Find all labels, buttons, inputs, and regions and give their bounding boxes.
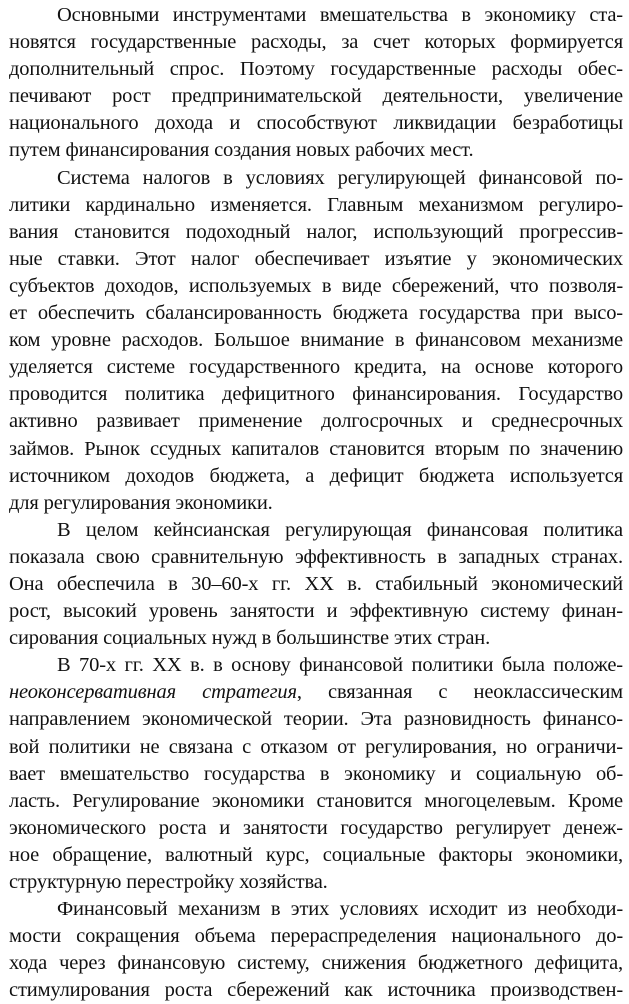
text-line: ком уровне расходов. Большое внимание в финансовом механизме <box>9 329 623 352</box>
text-line: показала свою сравнительную эффективность в западных странах. <box>9 545 623 568</box>
text-line: ласть. Регулирование экономики становится многоцелевым. Кроме <box>9 789 623 812</box>
text-line: источником доходов бюджета, а дефицит бюджета используется <box>9 464 623 487</box>
text-line: В целом кейнсианская регулирующая финансовая политика <box>57 518 623 541</box>
text-line: путем финансирования создания новых рабочих мест. <box>9 139 474 162</box>
text-line: Финансовый механизм в этих условиях исходит из необходи- <box>57 898 623 921</box>
paragraph-3 <box>9 517 623 652</box>
text-line: ные ставки. Этот налог обеспечивает изъятие у экономических <box>9 247 623 270</box>
text-line: вания становится подоходный налог, использующий прогрессив- <box>9 220 623 243</box>
paragraph-4 <box>9 652 623 896</box>
text-line: вает вмешательство государства в экономику и социальную об- <box>9 762 623 785</box>
text-line: Основными инструментами вмешательства в экономику ста- <box>57 4 623 26</box>
text-line: активно развивает применение долгосрочных и среднесрочных <box>9 410 623 433</box>
paragraph-1 <box>9 2 623 165</box>
text-line: печивают рост предпринимательской деятельности, увеличение <box>9 85 623 108</box>
text-line: сирования социальных нужд в большинстве этих стран. <box>9 627 491 650</box>
text-line: В 70-х гг. XX в. в основу финансовой политики была положе- <box>57 654 623 677</box>
emphasized-term: неоконсервативная стратегия <box>9 681 297 704</box>
paragraph-5 <box>9 896 623 1004</box>
text-line: направлением экономической теории. Эта разновидность финансо- <box>9 708 623 731</box>
text-line: стимулирования роста сбережений как источника производствен- <box>9 979 623 1002</box>
text-line: ное обращение, валютный курс, социальные факторы экономики, <box>9 843 623 866</box>
text-line: мости сокращения объема перераспределения национального до- <box>9 925 623 948</box>
text-line: субъектов доходов, используемых в виде сбережений, что позволя- <box>9 274 623 297</box>
text-line: Система налогов в условиях регулирующей финансовой по- <box>57 166 623 189</box>
text-line: хода через финансовую систему, снижения бюджетного дефицита, <box>9 952 623 975</box>
paragraph-2 <box>9 165 623 517</box>
text-line: национального дохода и способствуют ликвидации безработицы <box>9 112 623 135</box>
text-line: для регулирования экономики. <box>9 491 273 514</box>
text-line: рост, высокий уровень занятости и эффективную систему финан- <box>9 600 623 623</box>
text-line-with-emphasis <box>9 679 623 706</box>
text-line: займов. Рынок ссудных капиталов становится вторым по значению <box>9 437 623 460</box>
text-line: Она обеспечила в 30–60-х гг. XX в. стабильный экономический <box>9 572 623 595</box>
text-line: вой политики не связана с отказом от регулирования, но ограничи- <box>9 735 623 758</box>
text-run: , связанная с неоклассическим <box>296 681 623 704</box>
text-line: новятся государственные расходы, за счет которых формируется <box>9 31 623 54</box>
document-page <box>9 2 623 1004</box>
text-line: литики кардинально изменяется. Главным механизмом регулиро- <box>9 193 623 216</box>
text-line: ет обеспечить сбалансированность бюджета государства при высо- <box>9 302 623 325</box>
text-line: структурную перестройку хозяйства. <box>9 871 328 893</box>
text-line: проводится политика дефицитного финансирования. Государство <box>9 383 623 406</box>
text-line: уделяется системе государственного кредита, на основе которого <box>9 356 623 379</box>
text-line: экономического роста и занятости государство регулирует денеж- <box>9 816 623 839</box>
text-line: дополнительный спрос. Поэтому государственные расходы обес- <box>9 58 623 81</box>
